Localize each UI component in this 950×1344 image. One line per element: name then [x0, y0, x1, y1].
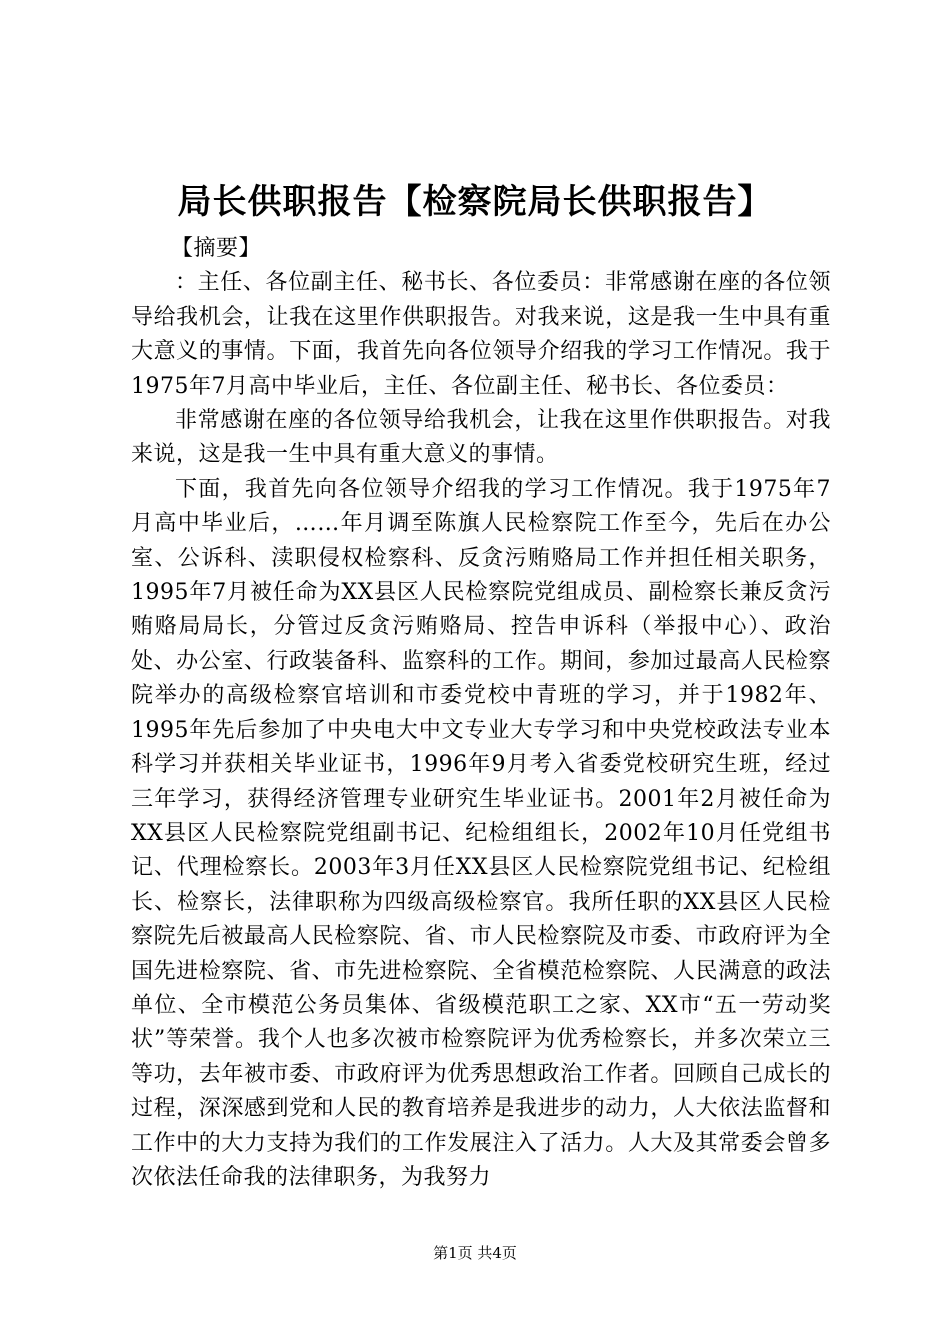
document-body	[131, 232, 831, 1195]
abstract-label: 【摘要】	[171, 236, 262, 261]
paragraph-1: ：主任、各位副主任、秘书长、各位委员：非常感谢在座的各位领导给我机会，让我在这里作供职报告。对我来说，这是我一生中具有重大意义的事情。下面，我首先向各位领导介绍我的学习工作情况。我于1975年7月高中毕业后，主任、各位副主任、秘书长、各位委员：	[131, 270, 831, 399]
paragraph-3: 下面，我首先向各位领导介绍我的学习工作情况。我于1975年7月高中毕业后，……年月调至陈旗人民检察院工作至今，先后在办公室、公诉科、渎职侵权检察科、反贪污贿赂局工作并担任相关职务，1995年7月被任命为XX县区人民检察院党组成员、副检察长兼反贪污贿赂局局长，分管过反贪污贿赂局、控告申诉科（举报中心）、政治处、办公室、行政装备科、监察科的工作。期间，参加过最高人民检察院举办的高级检察官培训和市委党校中青班的学习，并于1982年、1995年先后参加了中央电大中文专业大专学习和中央党校政法专业本科学习并获相关毕业证书，1996年9月考入省委党校研究生班，经过三年学习，获得经济管理专业研究生毕业证书。2001年2月被任命为XX县区人民检察院党组副书记、纪检组组长，2002年10月任党组书记、代理检察长。2003年3月任XX县区人民检察院党组书记、纪检组长、检察长，法律职称为四级高级检察官。我所任职的XX县区人民检察院先后被最高人民检察院、省、市人民检察院及市委、市政府评为全国先进检察院、省、市先进检察院、全省模范检察院、人民满意的政法单位、全市模范公务员集体、省级模范职工之家、XX市“五一劳动奖状”等荣誉。我个人也多次被市检察院评为优秀检察长，并多次荣立三等功，去年被市委、市政府评为优秀思想政治工作者。回顾自己成长的过程，深深感到党和人民的教育培养是我进步的动力，人大依法监督和工作中的大力支持为我们的工作发展注入了活力。人大及其常委会曾多次依法任命我的法律职务，为我努力	[131, 476, 831, 1190]
document-title: 局长供职报告【检察院局长供职报告】	[177, 182, 773, 222]
paragraph-2: 非常感谢在座的各位领导给我机会，让我在这里作供职报告。对我来说，这是我一生中具有重大意义的事情。	[131, 408, 831, 468]
page-footer: 第1页 共4页	[433, 1244, 517, 1262]
